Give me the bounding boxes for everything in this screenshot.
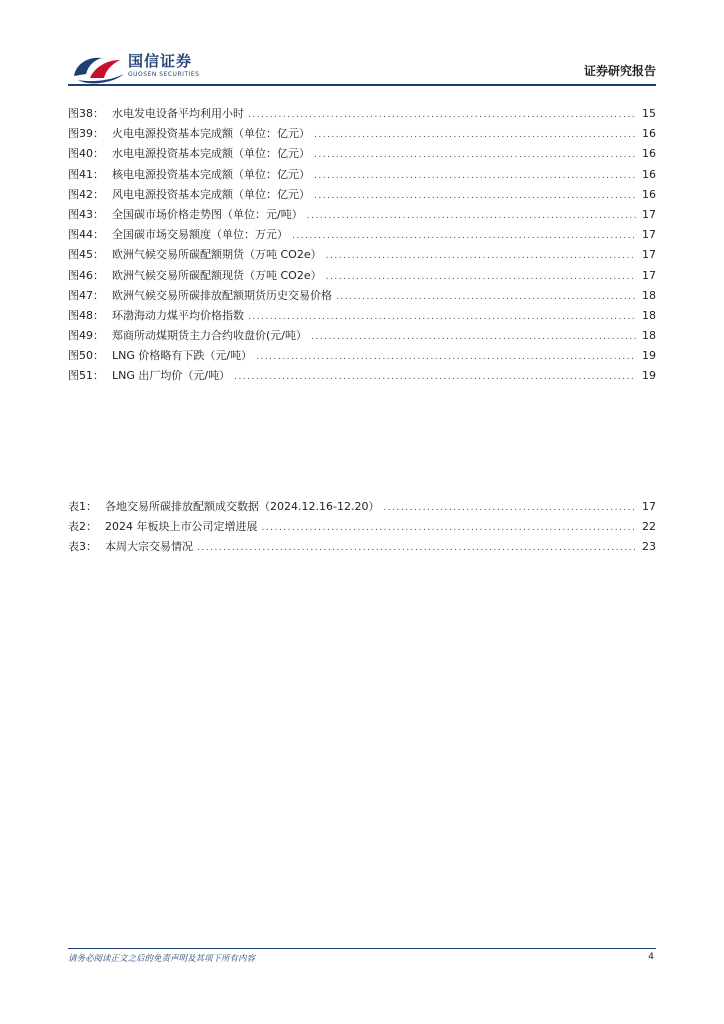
entry-page: 18 [642, 308, 656, 322]
entry-label: 图41： [68, 167, 104, 181]
entry-title: 全国碳市场交易额度（单位：万元） [112, 228, 288, 242]
toc-entry[interactable] [68, 306, 656, 326]
leader-dots [248, 307, 636, 327]
entry-page: 16 [642, 187, 656, 201]
entry-page: 17 [642, 207, 656, 221]
logo-subtext: GUOSEN SECURITIES [128, 71, 200, 78]
entry-label: 图45： [68, 248, 104, 262]
entry-label: 图50： [68, 349, 104, 363]
toc-entry[interactable] [68, 346, 656, 366]
entry-title: 水电发电设备平均利用小时 [112, 107, 244, 120]
entry-title: 欧洲气候交易所碳配额现货（万吨 CO2e） [112, 268, 322, 282]
toc-entry[interactable] [68, 245, 656, 265]
entry-page: 23 [642, 540, 656, 554]
entry-page: 17 [642, 500, 656, 513]
leader-dots [326, 267, 636, 287]
footer-divider [68, 948, 656, 949]
header-divider [68, 84, 656, 86]
page-header [0, 0, 724, 90]
entry-label: 图42： [68, 187, 104, 201]
toc-entry[interactable] [68, 326, 656, 346]
entry-page: 19 [642, 349, 656, 363]
leader-dots [314, 186, 636, 206]
leader-dots [336, 287, 636, 307]
entry-label: 图49： [68, 329, 104, 343]
entry-title: 核电电源投资基本完成额（单位：亿元） [112, 167, 310, 181]
entry-title: 本周大宗交易情况 [105, 540, 193, 554]
entry-title: LNG 价格略有下跌（元/吨） [112, 349, 253, 363]
entry-label: 图39： [68, 127, 104, 141]
toc-entry[interactable] [68, 124, 656, 144]
toc-entry[interactable] [68, 497, 656, 517]
entry-title: 欧洲气候交易所碳配额期货（万吨 CO2e） [112, 248, 322, 262]
footer-disclaimer: 请务必阅读正文之后的免责声明及其项下所有内容 [68, 954, 256, 964]
entry-page: 19 [642, 369, 656, 383]
page-number: 4 [648, 952, 654, 962]
entry-label: 图51： [68, 369, 104, 383]
leader-dots [256, 347, 636, 367]
leader-dots [314, 145, 636, 165]
leader-dots [197, 538, 636, 558]
entry-title: 环渤海动力煤平均价格指数 [112, 308, 244, 322]
toc-entry[interactable] [68, 205, 656, 225]
toc-entry[interactable] [68, 286, 656, 306]
leader-dots [234, 367, 636, 387]
leader-dots [326, 246, 636, 266]
entry-title: 火电电源投资基本完成额（单位：亿元） [112, 127, 310, 141]
entry-label: 图46： [68, 268, 104, 282]
leader-dots [383, 498, 636, 518]
entry-page: 16 [642, 147, 656, 161]
toc-entry[interactable] [68, 165, 656, 185]
toc-entry[interactable] [68, 225, 656, 245]
entry-label: 图40： [68, 147, 104, 161]
figure-list [68, 104, 656, 387]
entry-label: 图44： [68, 228, 104, 242]
entry-page: 16 [642, 167, 656, 181]
leader-dots [248, 105, 636, 125]
logo-text: 国信证券 [128, 52, 193, 70]
leader-dots [307, 206, 636, 226]
entry-label: 图38： [68, 107, 104, 120]
entry-page: 17 [642, 268, 656, 282]
entry-label: 图43： [68, 207, 104, 221]
toc-entry[interactable] [68, 366, 656, 386]
entry-label: 表3： [68, 540, 97, 554]
entry-label: 表2： [68, 520, 97, 534]
entry-label: 图48： [68, 308, 104, 322]
entry-page: 16 [642, 127, 656, 141]
entry-label: 图47： [68, 288, 104, 302]
entry-page: 22 [642, 520, 656, 534]
toc-entry[interactable] [68, 144, 656, 164]
entry-page: 18 [642, 288, 656, 302]
entry-title: LNG 出厂均价（元/吨） [112, 369, 231, 383]
entry-title: 全国碳市场价格走势图（单位：元/吨） [112, 207, 303, 221]
report-type: 证券研究报告 [583, 64, 656, 78]
entry-page: 15 [642, 107, 656, 120]
toc-entry[interactable] [68, 104, 656, 124]
leader-dots [314, 125, 636, 145]
leader-dots [311, 327, 636, 347]
entry-label: 表1： [68, 500, 97, 513]
toc-entry[interactable] [68, 537, 656, 557]
toc-entry[interactable] [68, 517, 656, 537]
entry-page: 18 [642, 329, 656, 343]
entry-title: 2024 年板块上市公司定增进展 [105, 520, 258, 534]
toc-entry[interactable] [68, 266, 656, 286]
leader-dots [292, 226, 636, 246]
leader-dots [314, 166, 636, 186]
entry-page: 17 [642, 248, 656, 262]
entry-page: 17 [642, 228, 656, 242]
entry-title: 各地交易所碳排放配额成交数据（2024.12.16-12.20） [105, 500, 380, 513]
leader-dots [262, 518, 637, 538]
entry-title: 风电电源投资基本完成额（单位：亿元） [112, 187, 310, 201]
table-list [68, 497, 656, 558]
entry-title: 欧洲气候交易所碳排放配额期货历史交易价格 [112, 288, 332, 302]
toc-entry[interactable] [68, 185, 656, 205]
entry-title: 水电电源投资基本完成额（单位：亿元） [112, 147, 310, 161]
entry-title: 郑商所动煤期货主力合约收盘价(元/吨） [112, 329, 307, 343]
